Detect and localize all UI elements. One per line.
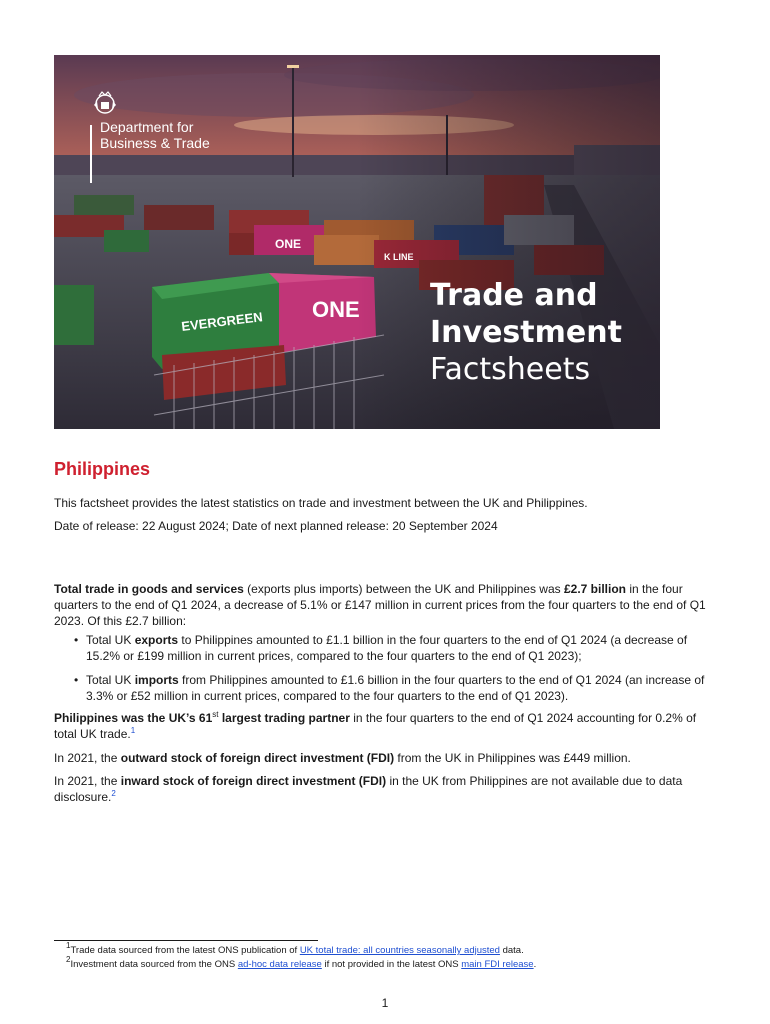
text-run: in the four quarters to the end of Q1 2024 accounting for 0.2% of total UK trade. (54, 711, 697, 741)
bold-text: exports (134, 633, 179, 647)
text-run: . (533, 959, 537, 970)
cover-title-line-2: Investment (430, 315, 622, 350)
list-item-imports (54, 672, 716, 704)
text-run: from the UK in Philippines was £449 million. (394, 751, 631, 765)
cover-image (54, 55, 660, 429)
main-fdi-release-link[interactable]: main FDI release (461, 959, 534, 970)
footnote-separator (54, 940, 318, 941)
text-run: Total UK (86, 633, 135, 647)
text-run: to Philippines amounted to £1.1 billion in the four quarters to the end of Q1 2024 (a decrease of 15.2% or £199 million in current prices, compared to the four quarters to the end of Q1 2023); (86, 633, 688, 663)
logo-divider (90, 125, 92, 183)
trade-breakdown-list (54, 632, 716, 712)
bold-text: inward stock of foreign direct investment (FDI) (120, 774, 387, 788)
bold-text: Philippines was the UK’s 61 (54, 711, 213, 725)
intro-paragraph: This factsheet provides the latest statistics on trade and investment between the UK and Philippines. (54, 496, 588, 510)
outward-fdi-paragraph (54, 750, 716, 766)
ordinal-suffix: st (212, 710, 219, 719)
bold-text: imports (134, 673, 179, 687)
release-dates: Date of release: 22 August 2024; Date of next planned release: 20 September 2024 (54, 519, 498, 533)
logo-wordmark (100, 119, 260, 151)
logo-line-2: Business & Trade (100, 135, 210, 151)
logo-line-1: Department for (100, 119, 194, 135)
footnote-number: 2 (66, 955, 71, 964)
bold-text: Total trade in goods and services (54, 582, 244, 596)
total-trade-paragraph (54, 581, 716, 629)
container-label: EVERGREEN (180, 309, 264, 334)
container-label: ONE (275, 237, 302, 251)
bullet-icon: • (74, 633, 79, 647)
text-run: (exports plus imports) between the UK and Philippines was (243, 582, 564, 596)
trading-partner-rank-paragraph (54, 710, 716, 742)
cover-title (430, 277, 622, 388)
text-run: from Philippines amounted to £1.6 billion in the four quarters to the end of Q1 2024 (an increase of 3.3% or £52 million in current prices, compared to the four quarters to the end of Q1 2023). (86, 673, 705, 703)
text-run: In 2021, the (54, 751, 121, 765)
royal-crest-icon (90, 89, 120, 119)
cover-title-line-1: Trade and (430, 278, 598, 313)
adhoc-data-release-link[interactable]: ad-hoc data release (237, 959, 322, 970)
inward-fdi-paragraph (54, 773, 716, 805)
text-run: Total UK (86, 673, 135, 687)
footnote-1 (66, 941, 706, 957)
bullet-icon: • (74, 673, 79, 687)
footnote-2 (66, 955, 706, 971)
bold-text: £2.7 billion (563, 582, 626, 596)
text-run: data. (499, 945, 524, 956)
text-run: if not provided in the latest ONS (321, 959, 462, 970)
list-item-exports (54, 632, 716, 664)
bold-text: largest trading partner (218, 711, 350, 725)
footnote-ref-2[interactable]: 2 (111, 789, 116, 798)
country-title: Philippines (54, 459, 151, 479)
page-number: 1 (381, 996, 389, 1010)
text-run: In 2021, the (54, 774, 121, 788)
container-label: K LINE (384, 252, 414, 262)
bold-text: outward stock of foreign direct investment (FDI) (120, 751, 395, 765)
text-run: in the UK from Philippines are not available due to data disclosure. (54, 774, 683, 804)
footnote-number: 1 (66, 941, 71, 950)
cover-title-line-3: Factsheets (430, 352, 591, 387)
text-run: Trade data sourced from the latest ONS publication of (70, 945, 300, 956)
footnote-ref-1[interactable]: 1 (130, 726, 136, 735)
text-run: Investment data sourced from the ONS (70, 959, 238, 970)
container-label: ONE (312, 297, 360, 322)
text-run: in the four quarters to the end of Q1 2024, a decrease of 5.1% or £147 million in current prices from the four quarters to the end of Q1 2023. Of this £2.7 billion: (54, 582, 706, 628)
uk-total-trade-link[interactable]: UK total trade: all countries seasonally adjusted (299, 945, 500, 956)
